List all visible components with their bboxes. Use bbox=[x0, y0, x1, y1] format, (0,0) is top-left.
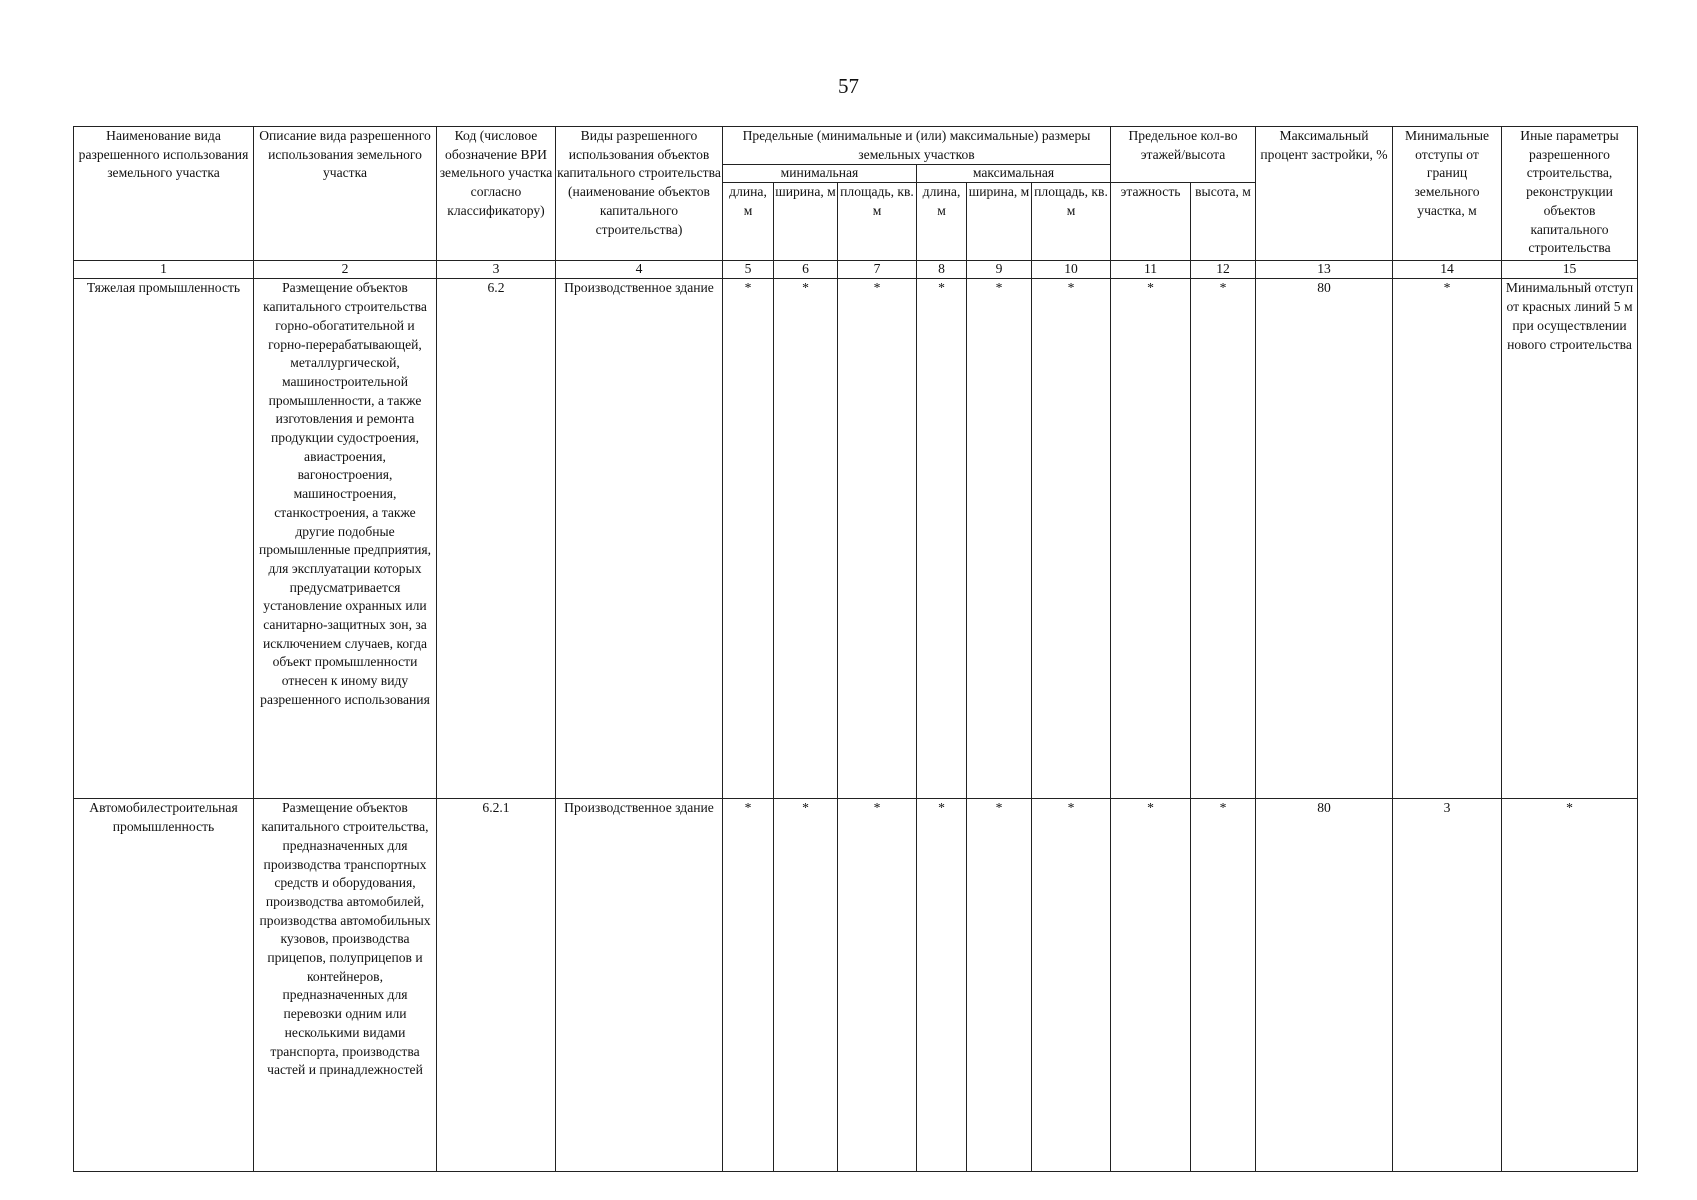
column-number: 15 bbox=[1502, 261, 1638, 279]
row-objects: Производственное здание bbox=[556, 799, 723, 1172]
header-min-group: минимальная bbox=[723, 165, 917, 183]
row-min-setback: * bbox=[1393, 279, 1502, 799]
column-numbers-row bbox=[74, 261, 1638, 279]
header-min-setback: Минимальные отступы от границ земельного участка, м bbox=[1393, 127, 1502, 261]
row-name: Автомобилестроительная промышленность bbox=[74, 799, 254, 1172]
row-height: * bbox=[1191, 799, 1256, 1172]
page-number: 57 bbox=[838, 74, 859, 98]
row-min-length: * bbox=[723, 279, 774, 799]
row-max-percent: 80 bbox=[1256, 799, 1393, 1172]
column-number: 3 bbox=[437, 261, 556, 279]
header-objects: Виды разрешенного использования объектов капитального строительства (наименование объектов капитального строительства) bbox=[556, 127, 723, 261]
column-number: 13 bbox=[1256, 261, 1393, 279]
row-max-area: * bbox=[1032, 279, 1111, 799]
header-max-length: длина, м bbox=[917, 183, 967, 261]
header-max-percent: Максимальный процент застройки, % bbox=[1256, 127, 1393, 261]
column-number: 4 bbox=[556, 261, 723, 279]
row-max-percent: 80 bbox=[1256, 279, 1393, 799]
row-description: Размещение объектов капитального строительства горно-обогатительной и горно-перерабатывающей, металлургической, машиностроительной промышленности, а также изготовления и ремонта продукции судостроения, авиастроения, вагоностроения, машиностроения, станкостроения, а также другие подобные промышленные предприятия, для эксплуатации которых предусматривается установление охранных или санитарно-защитных зон, за исключением случаев, когда объект промышленности отнесен к иному виду разрешенного использования bbox=[254, 279, 437, 799]
column-number: 5 bbox=[723, 261, 774, 279]
header-floors-group: Предельное кол-во этажей/высота bbox=[1111, 127, 1256, 183]
header-max-width: ширина, м bbox=[967, 183, 1032, 261]
row-min-area: * bbox=[838, 279, 917, 799]
column-number: 14 bbox=[1393, 261, 1502, 279]
header-sizes-group: Предельные (минимальные и (или) максимальные) размеры земельных участков bbox=[723, 127, 1111, 165]
row-code: 6.2 bbox=[437, 279, 556, 799]
row-max-length: * bbox=[917, 279, 967, 799]
column-number: 8 bbox=[917, 261, 967, 279]
row-name: Тяжелая промышленность bbox=[74, 279, 254, 799]
column-number: 2 bbox=[254, 261, 437, 279]
row-min-width: * bbox=[774, 799, 838, 1172]
row-max-width: * bbox=[967, 279, 1032, 799]
row-code: 6.2.1 bbox=[437, 799, 556, 1172]
row-objects: Производственное здание bbox=[556, 279, 723, 799]
header-height: высота, м bbox=[1191, 183, 1256, 261]
row-description: Размещение объектов капитального строительства, предназначенных для производства транспортных средств и оборудования, производства автомобилей, производства автомобильных кузовов, производства прицепов, полуприцепов и контейнеров, предназначенных для перевозки одним или несколькими видами транспорта, производства частей и принадлежностей bbox=[254, 799, 437, 1172]
table-row-heavy-industry bbox=[74, 279, 1638, 799]
row-min-length: * bbox=[723, 799, 774, 1172]
row-floors: * bbox=[1111, 279, 1191, 799]
header-min-area: площадь, кв. м bbox=[838, 183, 917, 261]
row-max-length: * bbox=[917, 799, 967, 1172]
column-number: 10 bbox=[1032, 261, 1111, 279]
header-floors: этажность bbox=[1111, 183, 1191, 261]
header-max-group: максимальная bbox=[917, 165, 1111, 183]
header-description: Описание вида разрешенного использования земельного участка bbox=[254, 127, 437, 261]
column-number: 6 bbox=[774, 261, 838, 279]
column-number: 12 bbox=[1191, 261, 1256, 279]
row-height: * bbox=[1191, 279, 1256, 799]
row-other-params: Минимальный отступ от красных линий 5 м при осуществлении нового строительства bbox=[1502, 279, 1638, 799]
header-code: Код (числовое обозначение ВРИ земельного участка согласно классификатору) bbox=[437, 127, 556, 261]
row-min-width: * bbox=[774, 279, 838, 799]
column-number: 7 bbox=[838, 261, 917, 279]
row-floors: * bbox=[1111, 799, 1191, 1172]
column-number: 1 bbox=[74, 261, 254, 279]
row-max-width: * bbox=[967, 799, 1032, 1172]
row-min-area: * bbox=[838, 799, 917, 1172]
header-min-length: длина, м bbox=[723, 183, 774, 261]
header-name: Наименование вида разрешенного использования земельного участка bbox=[74, 127, 254, 261]
column-number: 9 bbox=[967, 261, 1032, 279]
header-row-1 bbox=[74, 127, 1638, 165]
land-use-regulations-table bbox=[73, 126, 1638, 1172]
header-other-params: Иные параметры разрешенного строительства, реконструкции объектов капитального строительства bbox=[1502, 127, 1638, 261]
column-number: 11 bbox=[1111, 261, 1191, 279]
header-max-area: площадь, кв. м bbox=[1032, 183, 1111, 261]
row-max-area: * bbox=[1032, 799, 1111, 1172]
table-row-automotive-industry bbox=[74, 799, 1638, 1172]
row-other-params: * bbox=[1502, 799, 1638, 1172]
header-min-width: ширина, м bbox=[774, 183, 838, 261]
row-min-setback: 3 bbox=[1393, 799, 1502, 1172]
